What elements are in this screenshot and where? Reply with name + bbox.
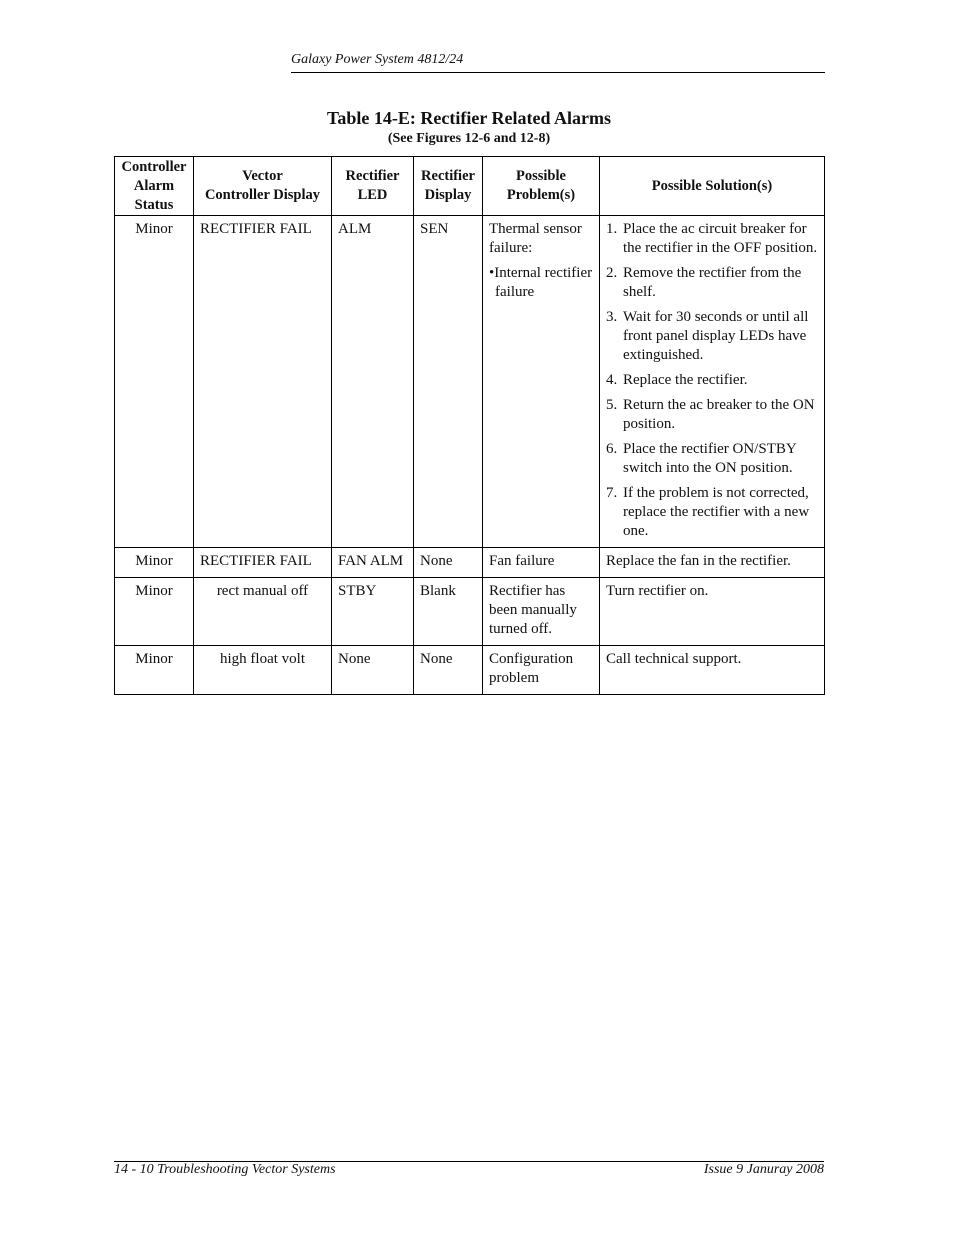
rectifier-led-cell: None xyxy=(332,646,414,695)
vector-display-cell: rect manual off xyxy=(194,578,332,646)
step-text: Place the ac circuit breaker for the rectifier in the OFF position. xyxy=(623,221,818,256)
rectifier-led-cell: ALM xyxy=(332,216,414,548)
table-title: Table 14-E: Rectifier Related Alarms xyxy=(327,108,611,128)
step-number: 2. xyxy=(606,265,618,281)
table-row xyxy=(115,646,825,695)
solution-step xyxy=(606,220,818,258)
solution-step xyxy=(606,396,818,434)
footer-issue-date: Issue 9 Januray 2008 xyxy=(703,1162,824,1177)
problem-bullet: •Internal rectifier failure xyxy=(489,265,593,300)
header-line: Rectifier xyxy=(345,168,400,184)
header-solutions: Possible Solution(s) xyxy=(600,157,825,216)
step-text: Return the ac breaker to the ON position. xyxy=(623,397,815,432)
rectifier-display-cell: Blank xyxy=(414,578,483,646)
step-number: 4. xyxy=(606,372,618,388)
rectifier-display-cell: None xyxy=(414,548,483,578)
alarm-status-cell: Minor xyxy=(115,578,194,646)
solution-step xyxy=(606,440,818,478)
solution-cell: Call technical support. xyxy=(600,646,825,695)
rectifier-display-cell: None xyxy=(414,646,483,695)
header-rectifier-display xyxy=(414,157,483,216)
header-row xyxy=(115,157,825,216)
header-line: Alarm xyxy=(133,177,175,194)
rectifier-led-cell: FAN ALM xyxy=(332,548,414,578)
header-line: LED xyxy=(357,187,388,203)
solution-step xyxy=(606,371,818,390)
step-number: 6. xyxy=(606,441,618,457)
step-text: Remove the rectifier from the shelf. xyxy=(623,265,802,300)
header-line: Display xyxy=(424,187,472,203)
step-number: 5. xyxy=(606,397,618,413)
running-header: Galaxy Power System 4812/24 xyxy=(291,52,464,67)
step-number: 7. xyxy=(606,485,618,501)
solution-cell: Turn rectifier on. xyxy=(600,578,825,646)
header-line: Controller xyxy=(121,158,187,175)
problem-cell: Configuration problem xyxy=(483,646,600,695)
header-problems xyxy=(483,157,600,216)
step-text: Place the rectifier ON/STBY switch into the ON position. xyxy=(623,441,797,476)
problem-text: Thermal sensor failure: xyxy=(489,221,582,256)
header-line: Status xyxy=(134,196,174,213)
vector-display-cell: high float volt xyxy=(194,646,332,695)
alarm-status-cell: Minor xyxy=(115,216,194,548)
header-line: Rectifier xyxy=(421,168,475,184)
rectifier-alarms-table xyxy=(114,156,825,695)
header-line: Problem(s) xyxy=(506,187,576,203)
solution-step xyxy=(606,264,818,302)
problem-cell: Rectifier has been manually turned off. xyxy=(483,578,600,646)
vector-display-cell: RECTIFIER FAIL xyxy=(194,548,332,578)
table-row xyxy=(115,578,825,646)
vector-display-cell: RECTIFIER FAIL xyxy=(194,216,332,548)
header-line: Controller Display xyxy=(204,187,321,203)
alarm-status-cell: Minor xyxy=(115,646,194,695)
rectifier-led-cell: STBY xyxy=(332,578,414,646)
header-vector-display xyxy=(194,157,332,216)
header-line: Possible xyxy=(516,168,566,184)
solution-cell xyxy=(600,216,825,548)
solution-cell: Replace the fan in the rectifier. xyxy=(600,548,825,578)
header-divider xyxy=(291,72,825,73)
solution-step xyxy=(606,308,818,365)
table-row xyxy=(115,548,825,578)
solution-step xyxy=(606,484,818,541)
alarm-status-cell: Minor xyxy=(115,548,194,578)
rectifier-display-cell: SEN xyxy=(414,216,483,548)
header-alarm-status xyxy=(115,157,194,216)
header-line: Vector xyxy=(242,168,283,184)
header-rectifier-led xyxy=(332,157,414,216)
step-text: Wait for 30 seconds or until all front panel display LEDs have extinguished. xyxy=(623,309,809,363)
footer-page-label: 14 - 10 Troubleshooting Vector Systems xyxy=(114,1162,336,1177)
problem-cell xyxy=(483,216,600,548)
step-number: 1. xyxy=(606,221,618,237)
table-subtitle: (See Figures 12-6 and 12-8) xyxy=(387,131,551,146)
problem-cell: Fan failure xyxy=(483,548,600,578)
step-number: 3. xyxy=(606,309,618,325)
table-row xyxy=(115,216,825,548)
solution-steps xyxy=(606,220,818,541)
step-text: If the problem is not corrected, replace the rectifier with a new one. xyxy=(623,485,810,539)
step-text: Replace the rectifier. xyxy=(623,372,748,388)
